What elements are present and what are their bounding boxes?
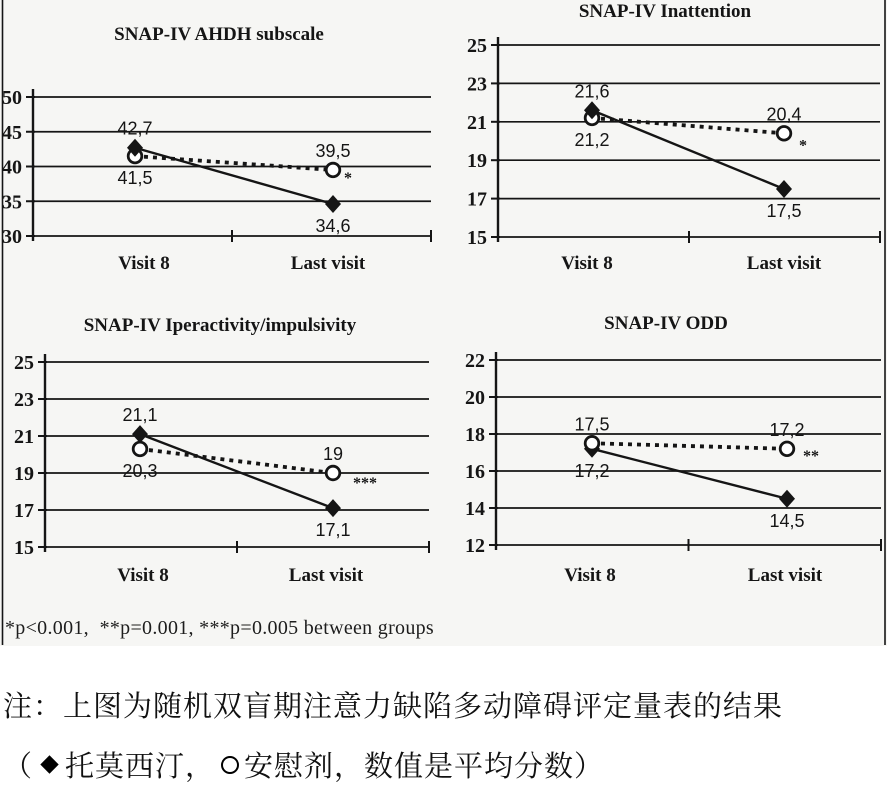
y-tick-label: 19 [467, 150, 487, 173]
chart-odd [465, 313, 881, 586]
y-tick-label: 50 [2, 87, 22, 109]
chart-title: SNAP-IV Iperactivity/impulsivity [83, 315, 357, 336]
point-label: 41,5 [117, 168, 153, 189]
x-category-label: Last visit [747, 565, 823, 586]
y-tick-label: 15 [14, 537, 34, 559]
placebo-circle-icon [221, 756, 239, 774]
chart-title: SNAP-IV Inattention [578, 1, 752, 22]
significance-annotation: * [344, 169, 352, 187]
chart-title: SNAP-IV AHDH subscale [114, 24, 324, 45]
legend-open-paren: （ [3, 751, 34, 783]
y-tick-label: 30 [2, 226, 22, 248]
y-tick-label: 19 [14, 463, 34, 485]
diamond-marker [132, 425, 148, 443]
y-tick-label: 23 [14, 389, 34, 411]
point-label: 19 [322, 444, 344, 464]
y-tick-label: 40 [2, 156, 22, 179]
diamond-marker [779, 490, 795, 508]
diamond-marker [325, 195, 341, 213]
circle-marker [777, 127, 791, 141]
diamond-marker [325, 499, 341, 517]
legend-placebo-label: 安慰剂，数值是平均分数） [244, 751, 605, 783]
point-label: 21,6 [574, 81, 610, 102]
series-line-dashed [592, 118, 784, 133]
point-label: 39,5 [315, 140, 351, 161]
y-tick-label: 15 [467, 227, 487, 249]
y-tick-label: 18 [465, 424, 485, 446]
point-label: 20,4 [766, 104, 802, 125]
x-category-label: Visit 8 [561, 253, 613, 274]
diamond-marker [776, 180, 792, 198]
point-label: 21,1 [122, 405, 158, 426]
point-label: 17,2 [769, 419, 805, 440]
y-tick-label: 17 [467, 188, 487, 211]
legend-atomoxetine-label: 托莫西汀， [65, 751, 216, 783]
point-label: 34,6 [315, 216, 351, 237]
series-line-dashed [140, 449, 333, 473]
chart-hyperactivity-impulsivity [14, 315, 429, 586]
chart-ahdh-subscale [2, 24, 431, 274]
y-tick-label: 14 [465, 498, 485, 520]
point-label: 17,5 [766, 201, 802, 221]
x-category-label: Visit 8 [118, 253, 170, 274]
y-tick-label: 21 [14, 426, 34, 448]
x-category-label: Last visit [746, 253, 822, 274]
series-line-dashed [135, 156, 333, 170]
chart-title: SNAP-IV ODD [604, 313, 728, 334]
y-tick-label: 25 [467, 35, 487, 57]
circle-marker [585, 436, 599, 450]
circle-marker [326, 466, 340, 480]
circle-marker [780, 442, 794, 456]
y-tick-label: 16 [465, 461, 485, 483]
x-category-label: Visit 8 [564, 565, 616, 586]
circle-marker [133, 442, 147, 456]
significance-annotation: ** [803, 447, 819, 465]
x-category-label: Visit 8 [117, 565, 169, 586]
y-tick-label: 23 [467, 73, 487, 96]
chart-inattention [467, 1, 880, 274]
significance-annotation: *** [353, 475, 377, 492]
circle-marker [326, 163, 340, 177]
point-label: 17,5 [574, 414, 610, 435]
x-category-label: Last visit [288, 565, 364, 586]
point-label: 21,2 [574, 129, 610, 150]
point-label: 14,5 [769, 510, 805, 531]
x-category-label: Last visit [290, 253, 366, 274]
significance-footnote: *p<0.001, **p=0.001, ***p=0.005 between groups [5, 617, 435, 639]
y-tick-label: 35 [2, 191, 22, 214]
y-tick-label: 25 [14, 352, 34, 374]
point-label: 42,7 [117, 118, 153, 139]
atomoxetine-diamond-icon [40, 755, 58, 773]
series-line-dashed [592, 443, 787, 449]
note-line-2 [3, 744, 604, 785]
point-label: 20,3 [122, 460, 158, 481]
y-tick-label: 22 [465, 350, 485, 372]
series-line-solid [135, 148, 333, 204]
y-tick-label: 45 [2, 121, 22, 144]
point-label: 17,1 [315, 520, 351, 541]
y-tick-label: 21 [467, 111, 487, 134]
significance-annotation: * [799, 137, 807, 155]
y-tick-label: 20 [465, 387, 485, 409]
note-line-1: 注：上图为随机双盲期注意力缺陷多动障碍评定量表的结果 [3, 691, 784, 723]
y-tick-label: 12 [465, 535, 485, 557]
y-tick-label: 17 [14, 500, 34, 522]
series-line-solid [592, 449, 787, 499]
point-label: 17,2 [574, 460, 610, 481]
